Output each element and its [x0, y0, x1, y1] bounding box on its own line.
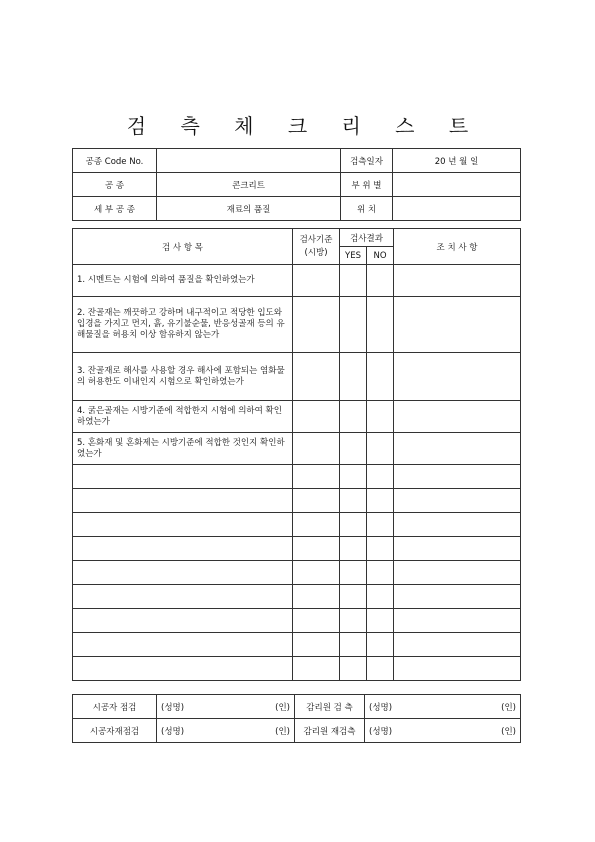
yes-cell[interactable] [340, 353, 367, 401]
standard-cell[interactable] [293, 297, 340, 353]
no-cell[interactable] [367, 265, 394, 297]
date-label: 검측일자 [341, 149, 393, 173]
action-cell[interactable] [394, 657, 521, 681]
part-field[interactable] [393, 173, 521, 197]
action-cell[interactable] [394, 585, 521, 609]
supervisor-recheck-label: 감리원 재검측 [295, 719, 365, 743]
check-item: 1. 시멘트는 시험에 의하여 품질을 확인하였는가 [73, 265, 293, 297]
table-row [73, 297, 521, 353]
no-cell[interactable] [367, 465, 394, 489]
action-cell[interactable] [394, 297, 521, 353]
header-standard [293, 229, 340, 265]
standard-cell[interactable] [293, 657, 340, 681]
table-row [73, 609, 521, 633]
yes-cell[interactable] [340, 633, 367, 657]
standard-cell[interactable] [293, 401, 340, 433]
table-row [73, 265, 521, 297]
check-item: 4. 굵은골재는 시방기준에 적합한지 시험에 의하여 확인하였는가 [73, 401, 293, 433]
no-cell[interactable] [367, 353, 394, 401]
contractor-recheck-name[interactable]: (성명) [157, 719, 221, 743]
code-field[interactable] [157, 149, 341, 173]
table-row [73, 401, 521, 433]
part-label: 부 위 별 [341, 173, 393, 197]
check-item: 3. 잔골재로 해사를 사용할 경우 해사에 포함되는 염화물의 허용한도 이내인지 시험으로 확인하였는가 [73, 353, 293, 401]
yes-cell[interactable] [340, 489, 367, 513]
standard-cell[interactable] [293, 609, 340, 633]
action-cell[interactable] [394, 353, 521, 401]
standard-cell[interactable] [293, 585, 340, 609]
supervisor-label: 감리원 검 측 [295, 695, 365, 719]
header-no: NO [367, 247, 394, 265]
check-item: 5. 혼화재 및 혼화제는 시방기준에 적합한 것인지 확인하였는가 [73, 433, 293, 465]
empty-item-cell[interactable] [73, 585, 293, 609]
table-row [73, 561, 521, 585]
no-cell[interactable] [367, 585, 394, 609]
action-cell[interactable] [394, 433, 521, 465]
contractor-label: 시공자 점검 [73, 695, 157, 719]
no-cell[interactable] [367, 433, 394, 465]
action-cell[interactable] [394, 265, 521, 297]
detail-label: 세 부 공 종 [73, 197, 157, 221]
yes-cell[interactable] [340, 513, 367, 537]
header-item: 검 사 항 목 [73, 229, 293, 265]
action-cell[interactable] [394, 401, 521, 433]
empty-item-cell[interactable] [73, 561, 293, 585]
action-cell[interactable] [394, 537, 521, 561]
header-yes: YES [340, 247, 367, 265]
yes-cell[interactable] [340, 265, 367, 297]
standard-cell[interactable] [293, 513, 340, 537]
action-cell[interactable] [394, 489, 521, 513]
no-cell[interactable] [367, 513, 394, 537]
yes-cell[interactable] [340, 297, 367, 353]
empty-item-cell[interactable] [73, 657, 293, 681]
supervisor-seal[interactable]: (인) [425, 695, 521, 719]
code-label: 공종 Code No. [73, 149, 157, 173]
no-cell[interactable] [367, 537, 394, 561]
no-cell[interactable] [367, 401, 394, 433]
header-action: 조 치 사 항 [394, 229, 521, 265]
standard-cell[interactable] [293, 265, 340, 297]
checklist-table [72, 228, 521, 681]
table-row [73, 489, 521, 513]
work-label: 공 종 [73, 173, 157, 197]
standard-cell[interactable] [293, 433, 340, 465]
yes-cell[interactable] [340, 433, 367, 465]
header-standard-label: 검사기준 [299, 234, 333, 245]
contractor-recheck-label: 시공자재점검 [73, 719, 157, 743]
table-row [73, 585, 521, 609]
action-cell[interactable] [394, 609, 521, 633]
location-label: 위 치 [341, 197, 393, 221]
no-cell[interactable] [367, 609, 394, 633]
table-row [73, 433, 521, 465]
check-item: 2. 잔골재는 깨끗하고 강하며 내구적이고 적당한 입도와 입경을 가지고 먼지, 흙, 유기불순물, 반응성골재 등의 유해물질을 허용치 이상 함유하지 않는가 [73, 297, 293, 353]
supervisor-recheck-name[interactable]: (성명) [365, 719, 425, 743]
table-row [73, 633, 521, 657]
standard-cell[interactable] [293, 353, 340, 401]
standard-cell[interactable] [293, 633, 340, 657]
standard-cell[interactable] [293, 537, 340, 561]
standard-cell[interactable] [293, 561, 340, 585]
yes-cell[interactable] [340, 401, 367, 433]
empty-item-cell[interactable] [73, 609, 293, 633]
table-row [73, 353, 521, 401]
standard-cell[interactable] [293, 489, 340, 513]
document-title: 검 측 체 크 리 스 트 [126, 114, 483, 138]
table-row [73, 657, 521, 681]
action-cell[interactable] [394, 633, 521, 657]
header-result: 검사결과 [340, 229, 394, 247]
action-cell[interactable] [394, 513, 521, 537]
no-cell[interactable] [367, 561, 394, 585]
yes-cell[interactable] [340, 609, 367, 633]
no-cell[interactable] [367, 657, 394, 681]
yes-cell[interactable] [340, 537, 367, 561]
empty-item-cell[interactable] [73, 633, 293, 657]
table-row [73, 537, 521, 561]
action-cell[interactable] [394, 561, 521, 585]
header-standard-sub: (시방) [304, 247, 328, 258]
yes-cell[interactable] [340, 465, 367, 489]
empty-item-cell[interactable] [73, 465, 293, 489]
contractor-name[interactable]: (성명) [157, 695, 221, 719]
yes-cell[interactable] [340, 561, 367, 585]
no-cell[interactable] [367, 489, 394, 513]
no-cell[interactable] [367, 297, 394, 353]
standard-cell[interactable] [293, 465, 340, 489]
detail-field[interactable]: 재료의 품질 [157, 197, 341, 221]
table-row [73, 465, 521, 489]
action-cell[interactable] [394, 465, 521, 489]
date-field[interactable]: 20 년 월 일 [393, 149, 521, 173]
contractor-recheck-seal[interactable]: (인) [221, 719, 295, 743]
yes-cell[interactable] [340, 585, 367, 609]
no-cell[interactable] [367, 633, 394, 657]
empty-item-cell[interactable] [73, 513, 293, 537]
supervisor-name[interactable]: (성명) [365, 695, 425, 719]
empty-item-cell[interactable] [73, 537, 293, 561]
signature-table [72, 694, 521, 743]
work-field[interactable]: 콘크리트 [157, 173, 341, 197]
contractor-seal[interactable]: (인) [221, 695, 295, 719]
yes-cell[interactable] [340, 657, 367, 681]
location-field[interactable] [393, 197, 521, 221]
table-row [73, 513, 521, 537]
empty-item-cell[interactable] [73, 489, 293, 513]
supervisor-recheck-seal[interactable]: (인) [425, 719, 521, 743]
info-table [72, 148, 521, 221]
